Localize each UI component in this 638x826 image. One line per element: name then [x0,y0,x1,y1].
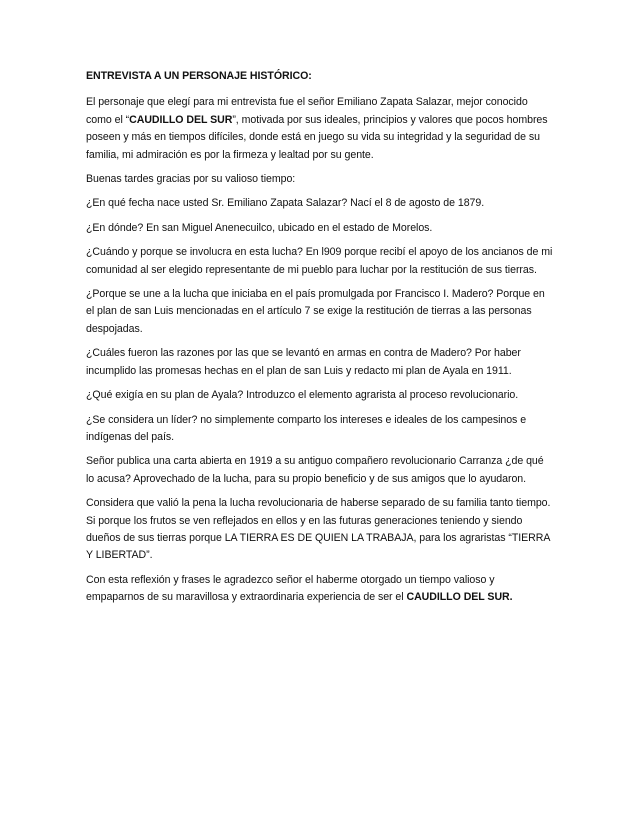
qa-paragraph-9: Considera que valió la pena la lucha revolucionaria de haberse separado de su familia tanto tiempo. Si porque los frutos se ven reflejados en ellos y en las futuras generaciones teniendo y siendo dueños de sus tierras porque LA TIERRA ES DE QUIEN LA TRABAJA, para los agraristas “TIERRA Y LIBERTAD”. [86,497,551,562]
qa-paragraph-6: ¿Qué exigía en su plan de Ayala? Introduzco el elemento agrarista al proceso revolucionario. [86,389,519,402]
intro-bold-nickname: CAUDILLO DEL SUR [129,113,233,126]
document-page [86,68,554,614]
intro-paragraph [86,94,554,164]
qa-paragraph-1: ¿En qué fecha nace usted Sr. Emiliano Zapata Salazar? Nací el 8 de agosto de 1879. [86,197,485,210]
qa-paragraph-3: ¿Cuándo y porque se involucra en esta lucha? En l909 porque recibí el apoyo de los ancianos de mi comunidad al ser elegido representante de mi pueblo para luchar por la restitución de sus tierras. [86,246,553,276]
qa-paragraph-8: Señor publica una carta abierta en 1919 a su antiguo compañero revolucionario Carranza ¿de qué lo acusa? Aprovechado de la lucha, para su propio beneficio y de sus amigos que lo ayudaron. [86,455,544,485]
qa-paragraph-2: ¿En dónde? En san Miguel Anenecuilco, ubicado en el estado de Morelos. [86,221,433,234]
qa-paragraph-7: ¿Se considera un líder? no simplemente comparto los intereses e ideales de los campesinos e indígenas del país. [86,413,527,443]
intro-text-start: El personaje que elegí para mi entrevista fue el señor Emiliano Zapata Salazar, mejor conocido como el “ [86,96,528,126]
document-title: ENTREVISTA A UN PERSONAJE HISTÓRICO: [86,70,312,82]
closing-text: Con esta reflexión y frases le agradezco señor el haberme otorgado un tiempo valioso y empaparnos de su maravillosa y extraordinaria experiencia de ser el [86,573,495,604]
qa-paragraph-4: ¿Porque se une a la lucha que iniciaba en el país promulgada por Francisco I. Madero? Porque en el plan de san Luis mencionadas en el artículo 7 se exige la restitución de tierras a las personas despojadas. [86,288,545,335]
qa-paragraph-5: ¿Cuáles fueron las razones por las que se levantó en armas en contra de Madero? Por haber incumplido las promesas hechas en el plan de san Luis y redacto mi plan de Ayala en 1911. [86,347,521,377]
closing-bold-nickname: CAUDILLO DEL SUR. [406,591,513,604]
greeting-paragraph: Buenas tardes gracias por su valioso tiempo: [86,173,296,186]
intro-text-end: ”, motivada por sus ideales, principios y valores que pocos hombres poseen y más en tiempos difíciles, donde está en juego su vida su integridad y la seguridad de su familia, mi admiración es por la firmeza y lealtad por su gente. [86,113,548,161]
closing-paragraph [86,572,554,607]
